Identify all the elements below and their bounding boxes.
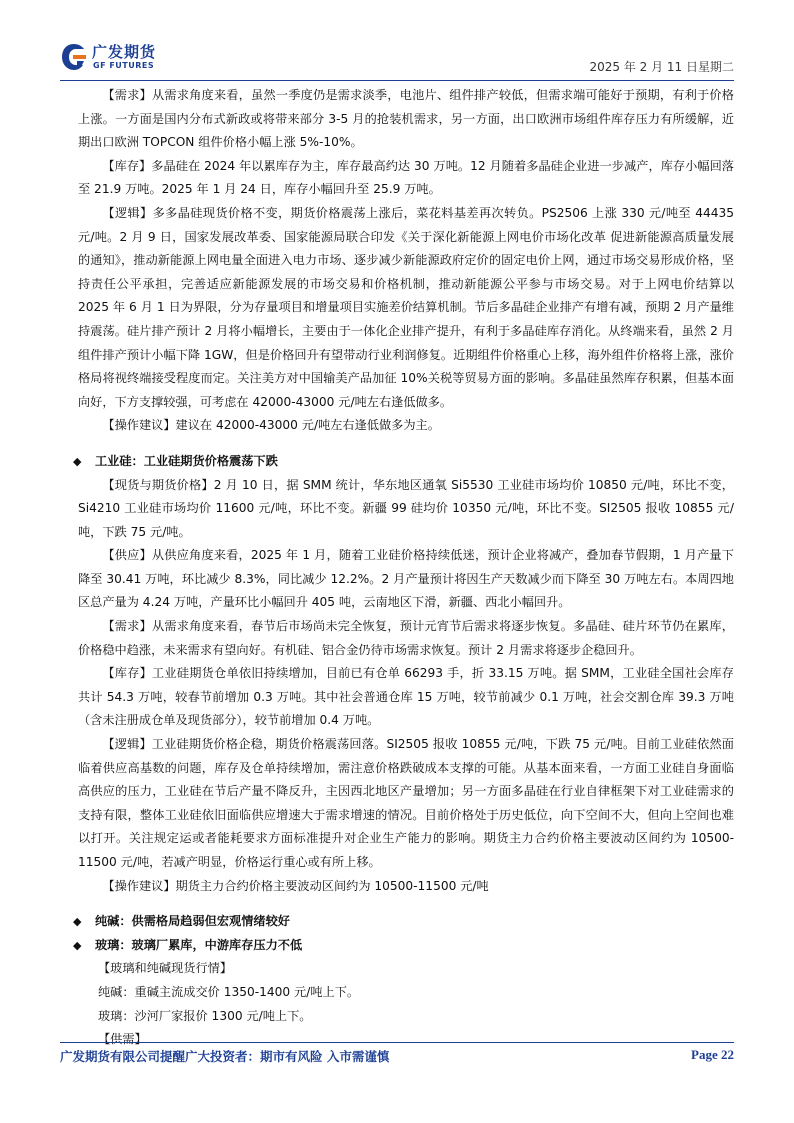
industrial-inventory-paragraph: 【库存】工业硅期货仓单依旧持续增加，目前已有仓单 66293 手，折 33.15 万吨。据 SMM，工业硅全国社会库存共计 54.3 万吨，较春节前增加 0.3 万吨。其中社会普通仓库 15 万吨，较节前减少 0.1 万吨，社会交割仓库 39.3 万吨（含未注册成仓单及现货部分），较节前增加 0.4 万吨。 [78,666,734,728]
glass-spot-line: 玻璃：沙河厂家报价 1300 元/吨上下。 [98,1008,312,1023]
report-date: 2025 年 2 月 11 日星期二 [589,60,734,74]
soda-ash-heading [73,910,734,934]
industrial-silicon-title: 工业硅：工业硅期货价格震荡下跌 [95,453,278,468]
industrial-price-paragraph: 【现货与期货价格】2 月 10 日，据 SMM 统计，华东地区通氧 Si5530 工业硅市场均价 10850 元/吨，环比不变，Si4210 工业硅市场均价 11600 元/吨，环比不变。新疆 99 硅均价 10350 元/吨，环比不变。SI2505 报收 10855 元/吨，下跌 75 元/吨。 [78,477,734,539]
company-logo [60,40,180,80]
diamond-bullet-icon: ◆ [73,454,82,468]
page-body [73,84,734,1052]
polysilicon-advice-paragraph: 【操作建议】建议在 42000-43000 元/吨左右逢低做多为主。 [102,418,440,433]
page-header [60,40,734,84]
industrial-advice-paragraph: 【操作建议】期货主力合约价格主要波动区间约为 10500-11500 元/吨 [102,878,489,893]
diamond-bullet-icon: ◆ [73,915,82,929]
soda-ash-title: 纯碱：供需格局趋弱但宏观情绪较好 [95,914,290,929]
polysilicon-inventory-paragraph: 【库存】多晶硅在 2024 年以累库存为主，库存最高约达 30 万吨。12 月随着多晶硅企业进一步减产，库存小幅回落至 21.9 万吨。2025 年 1 月 24 日，库存小幅回升至 25.9 万吨。 [78,158,734,197]
diamond-bullet-icon: ◆ [73,938,82,952]
gf-logo-icon [60,42,88,72]
glass-title: 玻璃：玻璃厂累库，中游库存压力不低 [95,937,303,952]
glass-spot-label: 【玻璃和纯碱现货行情】 [98,961,233,976]
industrial-logic-paragraph: 【逻辑】工业硅期货价格企稳，期货价格震荡回落。SI2505 报收 10855 元/吨，下跌 75 元/吨。目前工业硅依然面临着供应高基数的问题，库存及仓单持续增加，需注意价格跌破成本支撑的可能。从基本面来看，一方面工业硅自身面临高供应的压力，工业硅在节后产量不降反升，主因西北地区产量增加；另一方面多晶硅在行业自律框架下对工业硅需求的支持有限，整体工业硅依旧面临供应增速大于需求增速的情况。目前价格处于历史低位，向下空间不大，但向上空间也难以打开。关注规定运或者能耗要求方面标准提升对企业生产能力的影响。期货主力合约价格主要波动区间约为 10500-11500 元/吨，若减产明显，价格运行重心或有所上移。 [78,737,734,869]
industrial-silicon-heading [73,450,734,474]
industrial-demand-paragraph: 【需求】从需求角度来看，春节后市场尚未完全恢复，预计元宵节后需求将逐步恢复。多晶硅、硅片环节仍在累库，价格稳中趋涨，未来需求有望向好。有机硅、铝合金仍待市场需求恢复。预计 2 月需求将逐步企稳回升。 [78,619,734,657]
page-number: Page 22 [691,1047,734,1062]
logo-chinese-name: 广发期货 [92,43,157,61]
soda-ash-spot-line: 纯碱：重碱主流成交价 1350-1400 元/吨上下。 [98,984,360,999]
footer-divider [60,1042,734,1043]
glass-supply-demand-label: 【供需】 [98,1032,147,1047]
page-footer [60,1047,734,1067]
polysilicon-logic-paragraph: 【逻辑】多多晶硅现货价格不变，期货价格震荡上涨后，菜花料基差再次转负。PS2506 上涨 330 元/吨至 44435 元/吨。2 月 9 日，国家发展改革委、国家能源局联合印发《关于深化新能源上网电价市场化改革 促进新能源高质量发展的通知》，推动新能源上网电量全面进入电力市场、逐步减少新能源政府定价的固定电价上网，通过市场交易形成价格，坚持责任公平承担，完善适应新能源发展的市场交易和价格机制，推动新能源公平参与市场交易。对于上网电价结算以 2025 年 6 月 1 日为界限，分为存量项目和增量项目实施差价结算机制。节后多晶硅企业排产有增有减，预期 2 月产量维持震荡。硅片排产预计 2 月将小幅增长，主要由于一体化企业排产提升，有利于多晶硅库存消化。从终端来看，虽然 2 月组件排产预计小幅下降 1GW，但是价格回升有望带动行业利润修复。近期组件价格重心上移，海外组件价格将上涨，涨价格局将视终端接受程度而定。关注美方对中国输美产品加征 10%关税等贸易方面的影响。多晶硅虽然库存积累，但基本面向好，下方支撑较强，可考虑在 42000-43000 元/吨左右逢低做多。 [78,205,734,409]
risk-disclaimer: 广发期货有限公司提醒广大投资者：期市有风险 入市需谨慎 [60,1049,390,1064]
logo-english-name: GF FUTURES [93,61,155,70]
industrial-supply-paragraph: 【供应】从供应角度来看，2025 年 1 月，随着工业硅价格持续低迷，预计企业将减产，叠加春节假期，1 月产量下降至 30.41 万吨，环比减少 8.3%，同比减少 12.2%。2 月产量预计将因生产天数减少而下降至 30 万吨左右。本周四地区总产量为 4.24 万吨，产量环比小幅回升 405 吨，云南地区下滑，新疆、西北小幅回升。 [78,548,734,610]
header-divider [60,80,734,81]
glass-heading [73,934,734,958]
polysilicon-demand-paragraph: 【需求】从需求角度来看，虽然一季度仍是需求淡季，电池片、组件排产较低，但需求端可能好于预期，有利于价格上涨。一方面是国内分布式新政或将带来部分 3-5 月的抢装机需求，另一方面，出口欧洲市场组件库存压力有所缓解，近期出口欧洲 TOPCON 组件价格小幅上涨 5%-10%。 [78,88,734,150]
